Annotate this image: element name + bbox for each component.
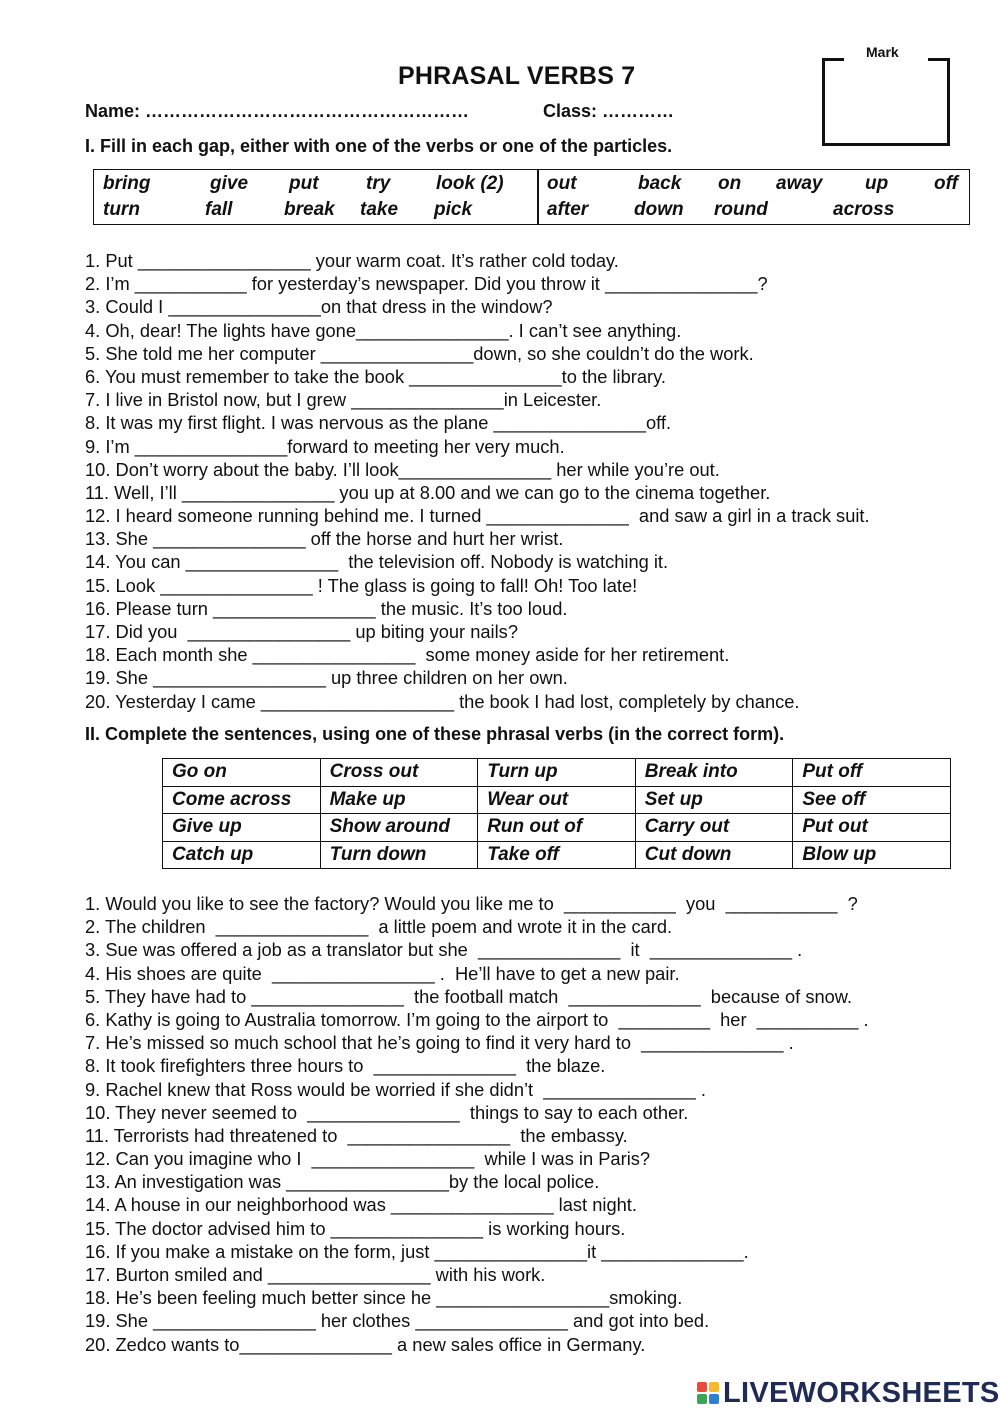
exercise-line[interactable]: 13. She _______________ off the horse and hurt her wrist. [85, 528, 564, 550]
table-row [163, 841, 951, 869]
logo-square [709, 1382, 719, 1392]
table-cell: Cut down [635, 841, 793, 869]
exercise-line[interactable]: 5. She told me her computer _______________down, so she couldn’t do the work. [85, 342, 754, 364]
table-cell: Put out [793, 814, 951, 842]
word-bank-verb: break [284, 199, 335, 220]
table-cell: Set up [635, 786, 793, 814]
exercise-line[interactable]: 11. Terrorists had threatened to ________________ the embassy. [85, 1124, 628, 1146]
phrasal-verb-table [162, 758, 951, 869]
table-cell: Show around [320, 814, 478, 842]
table-cell: Carry out [635, 814, 793, 842]
word-bank-verb: put [289, 173, 319, 194]
word-bank-verb: take [360, 199, 399, 220]
exercise-line[interactable]: 6. You must remember to take the book _______________to the library. [85, 365, 666, 387]
exercise-line[interactable]: 16. Please turn ________________ the music. It’s too loud. [85, 597, 568, 619]
exercise-line[interactable]: 1. Would you like to see the factory? Would you like me to ___________ you ___________ ? [85, 893, 858, 914]
logo-square [697, 1382, 707, 1392]
word-bank-verb: pick [434, 199, 473, 220]
table-cell: Blow up [793, 841, 951, 869]
word-bank-verb: turn [103, 199, 140, 220]
exercise-line[interactable]: 17. Did you ________________ up biting your nails? [85, 621, 518, 642]
word-bank-particle: after [547, 199, 589, 220]
exercise-line[interactable]: 15. The doctor advised him to _______________ is working hours. [85, 1217, 626, 1239]
exercise-line[interactable]: 15. Look _______________ ! The glass is going to fall! Oh! Too late! [85, 574, 638, 596]
exercise-line[interactable]: 11. Well, I’ll _______________ you up at 8.00 and we can go to the cinema together. [85, 481, 771, 503]
word-bank-verb: give [210, 173, 249, 194]
word-bank-particle: down [634, 199, 684, 220]
exercise-line[interactable]: 6. Kathy is going to Australia tomorrow. I’m going to the airport to _________ her __________ . [85, 1008, 869, 1030]
word-bank-particle: on [718, 173, 742, 194]
word-bank [93, 169, 970, 225]
logo-icon [697, 1382, 719, 1404]
logo-text: LIVEWORKSHEETS [723, 1376, 1000, 1409]
table-cell: Come across [163, 786, 321, 814]
exercise-line[interactable]: 2. The children _______________ a little poem and wrote it in the card. [85, 916, 673, 938]
exercise-line[interactable]: 7. He’s missed so much school that he’s going to find it very hard to ______________ . [85, 1032, 794, 1054]
table-cell: Go on [163, 759, 321, 787]
mark-box[interactable] [822, 58, 950, 146]
word-bank-divider [537, 170, 539, 224]
exercise-line[interactable]: 20. Yesterday I came ___________________ the book I had lost, completely by chance. [85, 690, 800, 712]
exercise-line[interactable]: 8. It was my first flight. I was nervous as the plane _______________off. [85, 412, 672, 434]
exercise-line[interactable]: 14. A house in our neighborhood was ________________ last night. [85, 1194, 637, 1216]
table-cell: Cross out [320, 759, 478, 787]
table-cell: See off [793, 786, 951, 814]
exercise-line[interactable]: 9. I’m _______________forward to meeting her very much. [85, 435, 565, 457]
exercise-line[interactable]: 1. Put _________________ your warm coat. It’s rather cold today. [85, 250, 619, 271]
table-cell: Put off [793, 759, 951, 787]
word-bank-particle: round [714, 199, 768, 220]
exercise-line[interactable]: 14. You can _______________ the television off. Nobody is watching it. [85, 551, 669, 573]
exercise-line[interactable]: 12. Can you imagine who I ________________ while I was in Paris? [85, 1148, 651, 1170]
exercise-line[interactable]: 12. I heard someone running behind me. I turned ______________ and saw a girl in a track suit. [85, 505, 870, 527]
name-field[interactable]: Name: ……………………………………………… [85, 101, 470, 121]
table-cell: Turn down [320, 841, 478, 869]
exercise-line[interactable]: 17. Burton smiled and ________________ with his work. [85, 1264, 546, 1285]
class-field[interactable]: Class: ………… [543, 101, 675, 121]
exercise-line[interactable]: 8. It took firefighters three hours to ______________ the blaze. [85, 1055, 606, 1077]
exercise-line[interactable]: 9. Rachel knew that Ross would be worried if she didn’t _______________ . [85, 1078, 706, 1100]
section2-exercise [85, 892, 869, 1356]
word-bank-particle: off [934, 173, 958, 194]
exercise-line[interactable]: 4. His shoes are quite ________________ . He’ll have to get a new pair. [85, 962, 680, 984]
table-cell: Turn up [478, 759, 636, 787]
exercise-line[interactable]: 18. Each month she ________________ some money aside for her retirement. [85, 644, 730, 666]
exercise-line[interactable]: 18. He’s been feeling much better since he _________________smoking. [85, 1287, 683, 1309]
exercise-line[interactable]: 3. Sue was offered a job as a translator but she ______________ it ______________ . [85, 939, 803, 961]
logo-square [697, 1394, 707, 1404]
word-bank-particle: away [776, 173, 823, 194]
word-bank-particle: back [638, 173, 682, 194]
word-bank-verb: bring [103, 173, 151, 194]
exercise-line[interactable]: 19. She ________________ her clothes _______________ and got into bed. [85, 1310, 710, 1332]
section1-instruction: I. Fill in each gap, either with one of the verbs or one of the particles. [85, 136, 673, 156]
page-title: PHRASAL VERBS 7 [398, 62, 636, 90]
exercise-line[interactable]: 20. Zedco wants to_______________ a new sales office in Germany. [85, 1333, 646, 1355]
liveworksheets-logo[interactable] [697, 1376, 1000, 1410]
section1-exercise [85, 249, 870, 713]
table-row [163, 786, 951, 814]
exercise-line[interactable]: 10. They never seemed to _______________ things to say to each other. [85, 1101, 689, 1123]
word-bank-particle: across [833, 199, 895, 220]
table-cell: Break into [635, 759, 793, 787]
exercise-line[interactable]: 3. Could I _______________on that dress in the window? [85, 296, 553, 318]
table-cell: Wear out [478, 786, 636, 814]
exercise-line[interactable]: 13. An investigation was ________________by the local police. [85, 1171, 600, 1193]
table-cell: Take off [478, 841, 636, 869]
word-bank-verb: look (2) [436, 173, 504, 194]
word-bank-verb: try [366, 173, 391, 194]
exercise-line[interactable]: 5. They have had to _______________ the football match _____________ because of snow. [85, 985, 853, 1007]
exercise-line[interactable]: 7. I live in Bristol now, but I grew _______________in Leicester. [85, 389, 602, 411]
table-cell: Catch up [163, 841, 321, 869]
table-row [163, 814, 951, 842]
logo-square [709, 1394, 719, 1404]
exercise-line[interactable]: 16. If you make a mistake on the form, just _______________it ______________. [85, 1240, 749, 1262]
table-cell: Give up [163, 814, 321, 842]
table-cell: Make up [320, 786, 478, 814]
exercise-line[interactable]: 4. Oh, dear! The lights have gone_______________. I can’t see anything. [85, 319, 682, 341]
table-row [163, 759, 951, 787]
word-bank-particle: up [865, 173, 889, 194]
exercise-line[interactable]: 10. Don’t worry about the baby. I’ll look_______________ her while you’re out. [85, 458, 720, 480]
mark-label: Mark [866, 44, 899, 60]
exercise-line[interactable]: 19. She _________________ up three children on her own. [85, 667, 568, 689]
section2-instruction: II. Complete the sentences, using one of these phrasal verbs (in the correct form). [85, 724, 785, 744]
word-bank-verb: fall [205, 199, 233, 220]
exercise-line[interactable]: 2. I’m ___________ for yesterday’s newspaper. Did you throw it _______________? [85, 273, 768, 295]
table-cell: Run out of [478, 814, 636, 842]
word-bank-particle: out [547, 173, 577, 194]
